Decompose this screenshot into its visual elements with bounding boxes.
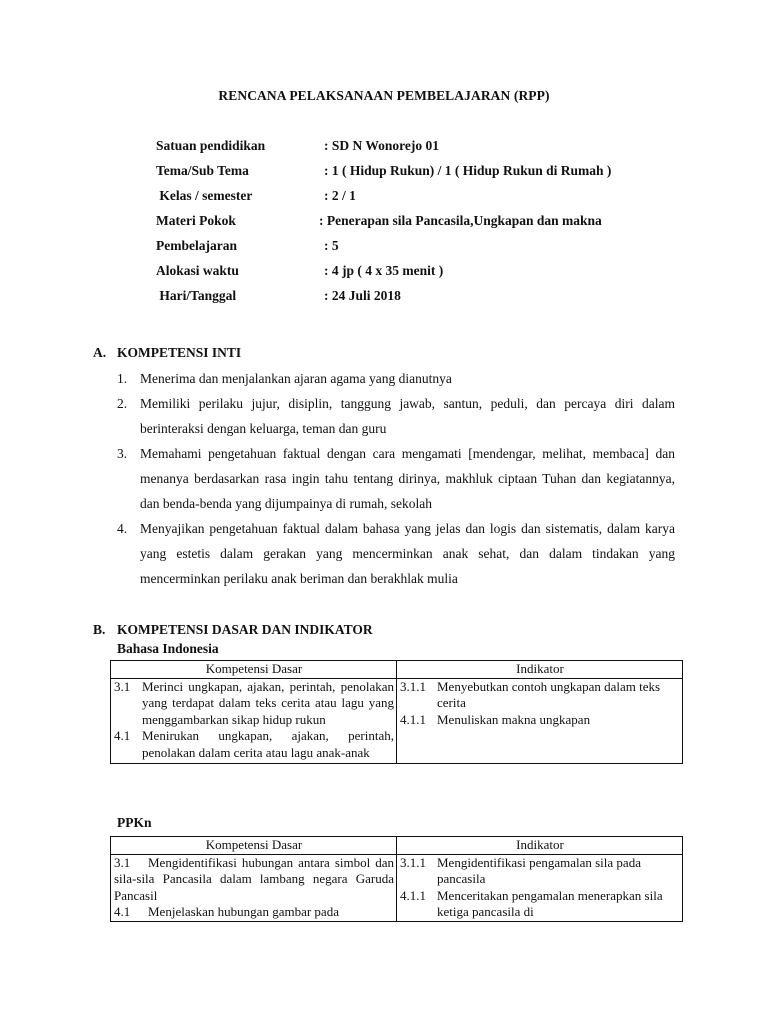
list-number: 4. xyxy=(117,521,128,536)
subject-heading-ppkn: PPKn xyxy=(117,815,152,830)
document-title: RENCANA PELAKSANAAN PEMBELAJARAN (RPP) xyxy=(218,88,550,103)
column-header-indikator: Indikator xyxy=(397,661,683,679)
list-number: 3. xyxy=(117,446,128,461)
list-text: Memahami pengetahuan faktual dengan cara mengamati [mendengar, melihat, membaca] dan menanya berdasarkan rasa ingin tahu tentang dirinya, makhluk ciptaan Tuhan dan kegiatannya, dan benda-benda yang dijumpainya di rumah, sekolah xyxy=(140,446,675,511)
list-item xyxy=(117,441,675,516)
indikator-entry xyxy=(400,855,680,888)
kd-text: Menirukan ungkapan, ajakan, perintah, penolakan dalam cerita atau lagu anak-anak xyxy=(142,728,394,760)
list-number: 2. xyxy=(117,396,128,411)
list-text: Menyajikan pengetahuan faktual dalam bahasa yang jelas dan logis dan sistematis, dalam karya yang estetis dalam gerakan yang mencerminkan anak sehat, dan dalam tindakan yang mencerminkan perilaku anak beriman dan berakhlak mulia xyxy=(140,521,675,586)
section-b-heading xyxy=(93,622,373,638)
meta-label: Alokasi waktu xyxy=(156,263,239,278)
list-item xyxy=(117,391,675,441)
column-header-kompetensi: Kompetensi Dasar xyxy=(111,661,397,679)
kd-code: 4.1 xyxy=(114,728,131,743)
section-letter: A. xyxy=(93,345,107,360)
meta-value: : 24 Juli 2018 xyxy=(324,288,401,303)
meta-value: : 1 ( Hidup Rukun) / 1 ( Hidup Rukun di Rumah ) xyxy=(324,163,612,178)
kd-text: Mengidentifikasi hubungan antara simbol dan sila-sila Pancasila dalam lambang negara Garuda Pancasil xyxy=(114,854,394,903)
meta-value: : SD N Wonorejo 01 xyxy=(324,138,440,153)
list-item xyxy=(117,366,675,391)
kompetensi-entry xyxy=(114,728,394,763)
indicator-text: Menceritakan pengamalan menerapkan sila ketiga pancasila di xyxy=(437,887,663,919)
section-title: KOMPETENSI INTI xyxy=(117,345,242,360)
list-text: Memiliki perilaku jujur, disiplin, tanggung jawab, santun, peduli, dan percaya diri dalam berinteraksi dengan keluarga, teman dan guru xyxy=(140,396,675,436)
list-item xyxy=(117,516,675,591)
kompetensi-entry xyxy=(114,679,394,729)
list-number: 1. xyxy=(117,371,128,386)
meta-value: : Penerapan sila Pancasila,Ungkapan dan makna xyxy=(319,213,602,228)
meta-label: Tema/Sub Tema xyxy=(156,163,249,178)
indikator-entry xyxy=(400,888,680,921)
ppkn-table xyxy=(110,836,683,922)
kd-text: Menjelaskan hubungan gambar pada xyxy=(148,904,339,919)
table-header-row xyxy=(111,837,683,855)
table-row xyxy=(111,854,683,921)
kompetensi-inti-list xyxy=(117,366,675,591)
indikator-entry xyxy=(400,679,680,712)
meta-value: : 2 / 1 xyxy=(324,188,356,203)
meta-value: : 4 jp ( 4 x 35 menit ) xyxy=(324,263,444,278)
kd-text: Merinci ungkapan, ajakan, perintah, penolakan yang terdapat dalam teks cerita atau lagu yang menggambarkan sikap hidup rukun xyxy=(142,678,394,727)
column-header-kompetensi: Kompetensi Dasar xyxy=(111,837,397,855)
list-text: Menerima dan menjalankan ajaran agama yang dianutnya xyxy=(140,371,452,386)
indicator-code: 3.1.1 xyxy=(400,854,426,870)
meta-label: Kelas / semester xyxy=(156,188,253,203)
section-letter: B. xyxy=(93,622,106,637)
indicator-text: Menuliskan makna ungkapan xyxy=(437,711,591,727)
indikator-cell xyxy=(397,854,683,921)
section-a-heading xyxy=(93,345,241,361)
kompetensi-cell xyxy=(111,854,397,921)
subject-heading-bahasa: Bahasa Indonesia xyxy=(117,641,219,656)
kd-code: 3.1 xyxy=(114,678,131,694)
meta-label: Materi Pokok xyxy=(156,213,236,228)
kd-code: 3.1 xyxy=(114,854,131,870)
indicator-code: 3.1.1 xyxy=(400,678,426,694)
meta-label: Satuan pendidikan xyxy=(156,138,266,153)
kompetensi-entry xyxy=(114,904,394,921)
indicator-code: 4.1.1 xyxy=(400,711,426,727)
table-row xyxy=(111,678,683,764)
table-header-row xyxy=(111,661,683,679)
meta-label: Pembelajaran xyxy=(156,238,237,253)
bahasa-indonesia-table xyxy=(110,660,683,764)
kd-code: 4.1 xyxy=(114,904,131,919)
indikator-entry xyxy=(400,712,680,729)
kompetensi-cell xyxy=(111,678,397,764)
indicator-text: Mengidentifikasi pengamalan sila pada pancasila xyxy=(437,854,641,886)
indicator-code: 4.1.1 xyxy=(400,887,426,903)
column-header-indikator: Indikator xyxy=(397,837,683,855)
meta-value: : 5 xyxy=(324,238,339,253)
indicator-text: Menyebutkan contoh ungkapan dalam teks cerita xyxy=(437,678,661,710)
kompetensi-entry xyxy=(114,855,394,905)
indikator-cell xyxy=(397,678,683,764)
section-title: KOMPETENSI DASAR DAN INDIKATOR xyxy=(117,622,373,637)
meta-label: Hari/Tanggal xyxy=(156,288,237,303)
